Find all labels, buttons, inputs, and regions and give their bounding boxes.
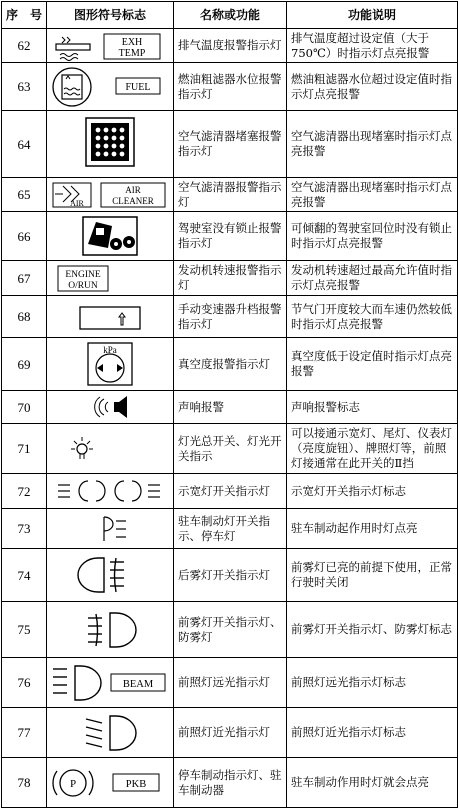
table-row: [2, 474, 458, 509]
parking-light-icon: [50, 512, 170, 546]
icon-label: CLEANER: [112, 195, 154, 206]
row-number: 66: [2, 212, 47, 261]
row-desc: 发动机转速超过最高允许值时指示灯点亮报警: [287, 261, 458, 296]
vacuum-icon: [50, 340, 170, 388]
table-row: [2, 111, 458, 178]
header-desc: 功能说明: [287, 2, 458, 29]
upshift-icon: [50, 299, 170, 335]
row-number: 76: [2, 658, 47, 708]
row-name: 空气滤清器报警指示灯: [174, 178, 287, 212]
parking-brake-icon: [49, 761, 171, 805]
row-name: 前雾灯开关指示灯、防雾灯: [174, 602, 287, 658]
icon-label: kPa: [103, 345, 117, 355]
fuel-water-icon: [50, 65, 170, 109]
table-row: [2, 509, 458, 549]
row-number: 75: [2, 602, 47, 658]
side-marker-icon: [50, 477, 170, 505]
low-beam-icon: [50, 711, 170, 755]
table-header: [2, 2, 458, 29]
icon-label: TEMP: [118, 47, 146, 59]
row-name: 发动机转速报警指示灯: [174, 261, 287, 296]
table-row: [2, 391, 458, 424]
row-name: 燃油粗滤器水位报警指示灯: [174, 63, 287, 111]
row-name: 空气滤清器堵塞报警指示灯: [174, 111, 287, 178]
row-number: 65: [2, 178, 47, 212]
row-name: 真空度报警指示灯: [174, 338, 287, 391]
row-number: 69: [2, 338, 47, 391]
table-row: [2, 758, 458, 808]
table-row: [2, 178, 458, 212]
header-no: 序 号: [2, 2, 47, 29]
light-switch-icon: [50, 429, 170, 469]
row-desc: 空气滤清器出现堵塞时指示灯点亮报警: [287, 178, 458, 212]
table-row: [2, 338, 458, 391]
row-number: 62: [2, 29, 47, 63]
front-fog-icon: [50, 606, 170, 654]
cab-lock-icon: [50, 214, 170, 258]
row-desc: 前照灯近光指示灯标志: [287, 708, 458, 758]
row-desc: 空气滤清器出现堵塞时指示灯点亮报警: [287, 111, 458, 178]
icon-label: FUEL: [125, 81, 151, 93]
row-number: 77: [2, 708, 47, 758]
icon-label: BEAM: [122, 678, 154, 690]
air-filter-clog-icon: [50, 114, 170, 174]
table-row: [2, 602, 458, 658]
table-row: [2, 212, 458, 261]
icon-label: PKB: [125, 778, 147, 790]
high-beam-icon: [49, 661, 171, 705]
row-number: 78: [2, 758, 47, 808]
table-row: [2, 549, 458, 602]
row-number: 63: [2, 63, 47, 111]
row-name: 前照灯远光指示灯: [174, 658, 287, 708]
row-number: 72: [2, 474, 47, 509]
row-number: 73: [2, 509, 47, 549]
icon-label: O/RUN: [68, 281, 98, 291]
row-name: 示宽灯开关指示灯: [174, 474, 287, 509]
icon-label: EXH: [121, 36, 143, 48]
exhaust-temp-icon: [50, 31, 170, 61]
row-name: 灯光总开关、灯光开关指示: [174, 424, 287, 474]
table-row: [2, 261, 458, 296]
air-cleaner-icon: [49, 180, 171, 210]
engine-overrun-icon: [50, 263, 170, 293]
row-name: 停车制动指示灯、驻车制动器: [174, 758, 287, 808]
horn-icon: [50, 394, 170, 420]
table-row: [2, 296, 458, 338]
row-name: 驻车制动灯开关指示、停车灯: [174, 509, 287, 549]
row-desc: 驻车制动起作用时灯点亮: [287, 509, 458, 549]
row-name: 驾驶室没有锁止报警指示灯: [174, 212, 287, 261]
row-number: 68: [2, 296, 47, 338]
row-desc: 排气温度超过设定值（大于750℃）时指示灯点亮报警: [287, 29, 458, 63]
row-desc: 可倾翻的驾驶室回位时没有锁止时指示灯点亮报警: [287, 212, 458, 261]
row-desc: 前雾灯开关指示灯、防雾灯标志: [287, 602, 458, 658]
table-row: [2, 424, 458, 474]
row-desc: 真空度低于设定值时指示灯点亮报警: [287, 338, 458, 391]
table-row: [2, 708, 458, 758]
row-desc: 节气门开度较大而车速仍然较低时指示灯点亮报警: [287, 296, 458, 338]
row-desc: 前照灯远光指示灯标志: [287, 658, 458, 708]
row-desc: 燃油粗滤器水位超过设定值时指示灯点亮报警: [287, 63, 458, 111]
table-row: [2, 63, 458, 111]
icon-label: AIR: [125, 184, 141, 195]
row-desc: 声响报警标志: [287, 391, 458, 424]
symbol-table: [1, 1, 458, 808]
table-row: [2, 658, 458, 708]
rear-fog-icon: [50, 552, 170, 598]
icon-label: P: [69, 777, 77, 790]
row-name: 后雾灯开关指示灯: [174, 549, 287, 602]
row-name: 手动变速器升档报警指示灯: [174, 296, 287, 338]
row-desc: 驻车制动作用时灯就会点亮: [287, 758, 458, 808]
row-desc: 示宽灯开关指示灯标志: [287, 474, 458, 509]
row-desc: 前雾灯已亮的前提下使用，正常行驶时关闭: [287, 549, 458, 602]
icon-label: ENGINE: [65, 270, 101, 280]
header-name: 名称或功能: [174, 2, 287, 29]
table-row: [2, 29, 458, 63]
row-name: 排气温度报警指示灯: [174, 29, 287, 63]
icon-label: AIR: [70, 198, 84, 208]
row-number: 71: [2, 424, 47, 474]
row-name: 声响报警: [174, 391, 287, 424]
row-number: 67: [2, 261, 47, 296]
row-number: 74: [2, 549, 47, 602]
header-symbol: 图形符号标志: [47, 2, 174, 29]
row-name: 前照灯近光指示灯: [174, 708, 287, 758]
row-desc: 可以接通示宽灯、尾灯、仪表灯（亮度旋钮）、牌照灯等，前照灯接通常在此开关的Ⅱ挡: [287, 424, 458, 474]
row-number: 64: [2, 111, 47, 178]
row-number: 70: [2, 391, 47, 424]
